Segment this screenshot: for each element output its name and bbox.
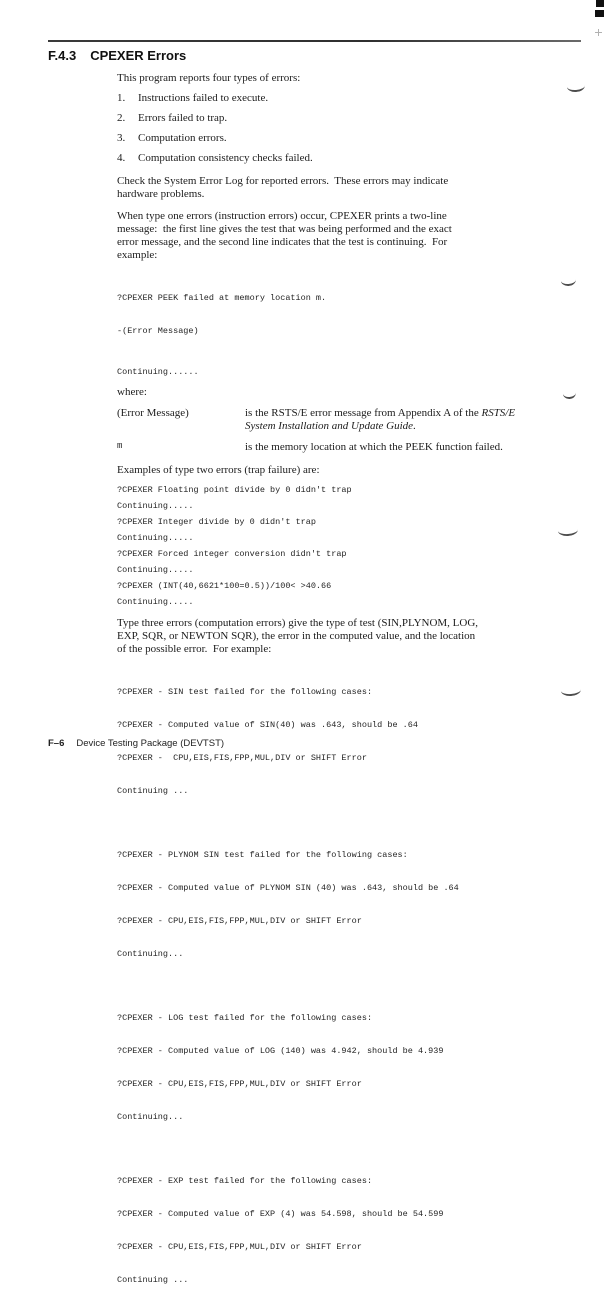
code-line: ?CPEXER Floating point divide by 0 didn't trap <box>117 485 352 495</box>
list-number: 2. <box>117 112 126 124</box>
definition-term: (Error Message) <box>117 407 189 419</box>
list-item <box>117 112 547 125</box>
list-item <box>117 92 547 105</box>
scan-corner-mark <box>596 0 604 7</box>
error-types-list <box>117 92 547 165</box>
list-number: 4. <box>117 152 126 164</box>
definition-desc: is the memory location at which the PEEK function failed. <box>245 441 503 453</box>
section-heading <box>48 48 186 63</box>
section-number: F.4.3 <box>48 48 77 63</box>
list-item <box>117 132 547 145</box>
exp-test-block: ?CPEXER - EXP test failed for the following cases: ?CPEXER - Computed value of EXP (4) was 54.598, should be 54.599 ?CPEXER - CPU,EIS,FIS,FPP,MUL,DIV or SHIFT Error Continuing ... <box>117 1176 444 1285</box>
section-divider-rule <box>48 40 581 42</box>
page-edge-mark <box>558 528 578 536</box>
definition-desc: is the RSTS/E error message from Appendix A of the RSTS/E System Installation and Update Guide. <box>245 407 516 432</box>
definitions <box>117 407 547 454</box>
list-text: Instructions failed to execute. <box>138 92 269 104</box>
list-number: 3. <box>117 132 126 144</box>
plynom-test-block: ?CPEXER - PLYNOM SIN test failed for the following cases: ?CPEXER - Computed value of PLYNOM SIN (40) was .643, should be .64 ?CPEXER - CPU,EIS,FIS,FPP,MUL,DIV or SHIFT Error Continuing... <box>117 850 459 959</box>
list-text: Computation errors. <box>138 132 227 144</box>
list-text: Errors failed to trap. <box>138 112 228 124</box>
registration-cross-mark <box>595 29 602 36</box>
code-line: ?CPEXER (INT(40,6621*100=0.5))/100< >40.66 <box>117 581 332 591</box>
page-edge-mark <box>563 392 576 400</box>
page-body <box>117 72 547 1308</box>
type-one-paragraph: When type one errors (instruction errors) occur, CPEXER prints a two-line message: the first line gives the test that was being performed and the exact error message, and the second line indicates that the test is continuing. For example: <box>117 210 452 261</box>
code-line: Continuing..... <box>117 597 194 607</box>
trap-examples <box>117 485 547 608</box>
page-edge-mark <box>567 84 585 92</box>
footer-page-number: F–6 <box>48 738 65 749</box>
code-line: Continuing..... <box>117 565 194 575</box>
code-line: Continuing..... <box>117 501 194 511</box>
page-edge-mark <box>561 688 581 696</box>
peek-error-code: ?CPEXER PEEK failed at memory location m. -(Error Message) <box>117 293 327 336</box>
footer-title: Device Testing Package (DEVTST) <box>76 738 225 749</box>
code-line: Continuing..... <box>117 533 194 543</box>
list-item <box>117 152 547 165</box>
where-label: where: <box>117 386 147 398</box>
type-three-paragraph: Type three errors (computation errors) give the type of test (SIN,PLYNOM, LOG, EXP, SQR, or NEWTON SQR), the error in the computed value, and the location of the possible error. For example: <box>117 617 479 655</box>
type-two-paragraph: Examples of type two errors (trap failure) are: <box>117 464 320 476</box>
code-line: ?CPEXER Integer divide by 0 didn't trap <box>117 517 316 527</box>
list-number: 1. <box>117 92 126 104</box>
intro-paragraph: This program reports four types of errors: <box>117 72 301 84</box>
definition-error-message <box>117 407 547 433</box>
section-title: CPEXER Errors <box>90 48 187 63</box>
log-test-block: ?CPEXER - LOG test failed for the following cases: ?CPEXER - Computed value of LOG (140) was 4.942, should be 4.939 ?CPEXER - CPU,EIS,FIS,FPP,MUL,DIV or SHIFT Error Continuing... <box>117 1013 444 1122</box>
list-text: Computation consistency checks failed. <box>138 152 313 164</box>
sin-test-block: ?CPEXER - SIN test failed for the following cases: ?CPEXER - Computed value of SIN(40) was .643, should be .64 ?CPEXER - CPU,EIS,FIS,FPP,MUL,DIV or SHIFT Error Continuing ... <box>117 687 418 796</box>
syslog-paragraph: Check the System Error Log for reported errors. These errors may indicate hardware problems. <box>117 175 449 200</box>
definition-term: m <box>117 441 123 451</box>
continuing-line: Continuing...... <box>117 367 199 377</box>
code-line: ?CPEXER Forced integer conversion didn't trap <box>117 549 347 559</box>
definition-m <box>117 441 547 454</box>
page-footer <box>48 738 224 749</box>
page-edge-mark <box>561 278 576 286</box>
scan-corner-mark <box>595 10 604 17</box>
